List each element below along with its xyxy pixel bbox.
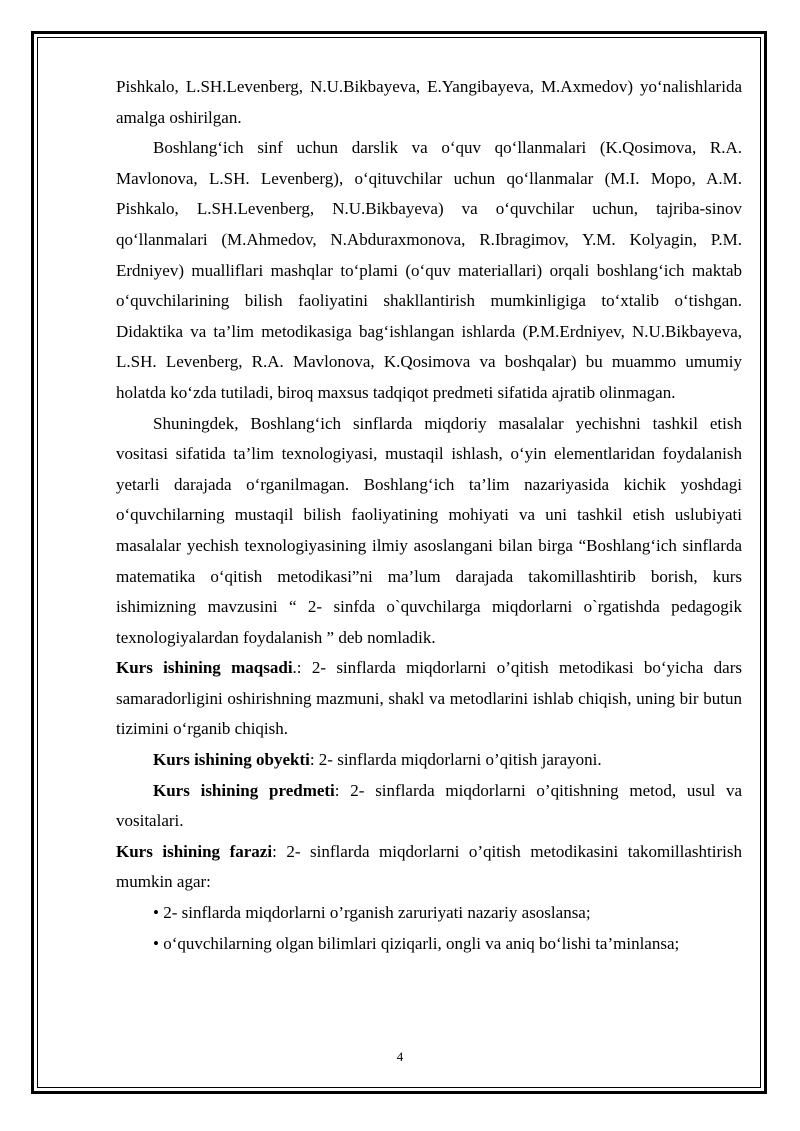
list-item — [116, 898, 742, 929]
document-body — [116, 72, 742, 959]
subject-label: Kurs ishining predmeti — [153, 780, 335, 800]
paragraph-hypothesis — [116, 837, 742, 898]
object-label: Kurs ishining obyekti — [153, 750, 310, 770]
hypothesis-text: : 2- sinflarda miqdorlarni o’qitish metodikasini takomillashtirish mumkin agar: — [116, 841, 742, 892]
bullet-icon: • — [153, 933, 159, 953]
goal-label: Kurs ishining maqsadi — [116, 658, 293, 678]
subject-text: : 2- sinflarda miqdorlarni o’qitishning metod, usul va vositalari. — [116, 780, 742, 831]
paragraph-continuation: Pishkalo, L.SH.Levenberg, N.U.Bikbayeva, E.Yangibayeva, M.Axmedov) yo‘nalishlarida amalga oshirilgan. — [116, 77, 742, 127]
bullet-text: o‘quvchilarning olgan bilimlari qiziqarli, ongli va aniq bo‘lishi ta’minlansa; — [158, 933, 680, 953]
paragraph-object — [116, 745, 742, 776]
object-text: : 2- sinflarda miqdorlarni o’qitish jarayoni. — [309, 750, 602, 770]
paragraph-textbooks: Boshlang‘ich sinf uchun darslik va o‘quv qo‘llanmalari (K.Qosimova, R.A. Mavlonova, L.SH. Levenberg), o‘qituvchilar uchun qo‘llanmalar (M.I. Mopo, A.M. Pishkalo, L.SH.Levenberg, N.U.Bikbayeva) va o‘quvchilar uchun, tajriba-sinov qo‘llanmalari (M.Ahmedov, N.Abduraxmonova, R.Ibragimov, Y.M. Kolyagin, P.M. Erdniyev) mualliflari mashqlar to‘plami (o‘quv materiallari) orqali boshlang‘ich maktab o‘quvchilarining bilish faoliyatini shakllantirish mumkinligiga to‘xtalib o‘tishgan. Didaktika va ta’lim metodikasiga bag‘ishlangan ishlarda (P.M.Erdniyev, N.U.Bikbayeva, L.SH. Levenberg, R.A. Mavlonova, K.Qosimova va boshqalar) bu muammo umumiy holatda ko‘zda tutiladi, biroq maxsus tadqiqot predmeti sifatida ajratib olinmagan. — [116, 138, 742, 402]
goal-text: .: 2- sinflarda miqdorlarni o’qitish metodikasi bo‘yicha dars samaradorligini oshirishning mazmuni, shakl va metodlarini ishlab chiqish, uning bir butun tizimini o‘rganib chiqish. — [116, 658, 742, 739]
page-number: 4 — [396, 1049, 404, 1064]
bullet-text: 2- sinflarda miqdorlarni o’rganish zaruriyati nazariy asoslansa; — [158, 903, 591, 923]
hypothesis-label: Kurs ishining farazi — [116, 841, 273, 861]
paragraph-topic: Shuningdek, Boshlang‘ich sinflarda miqdoriy masalalar yechishni tashkil etish vositasi sifatida ta’lim texnologiyasi, mustaqil ishlash, o‘yin elementlaridan foydalanish yetarli darajada o‘rganilmagan. Boshlang‘ich ta’lim nazariyasida kichik yoshdagi o‘quvchilarning mustaqil bilish faoliyatining mohiyati va uni tashkil etish uslubiyati masalalar yechish texnologiyasining ilmiy asoslangani bilan birga “Boshlang‘ich sinflarda matematika o‘qitish metodikasi”ni ma’lum darajada takomillashtirib borish, kurs ishimizning mavzusini “ 2- sinfda o`quvchilarga miqdorlarni o`rgatishda pedagogik texnologiyalardan foydalanish ” deb nomladik. — [116, 413, 742, 647]
paragraph-goal — [116, 653, 742, 745]
bullet-icon: • — [153, 903, 159, 923]
list-item — [116, 929, 742, 960]
paragraph-subject — [116, 776, 742, 837]
